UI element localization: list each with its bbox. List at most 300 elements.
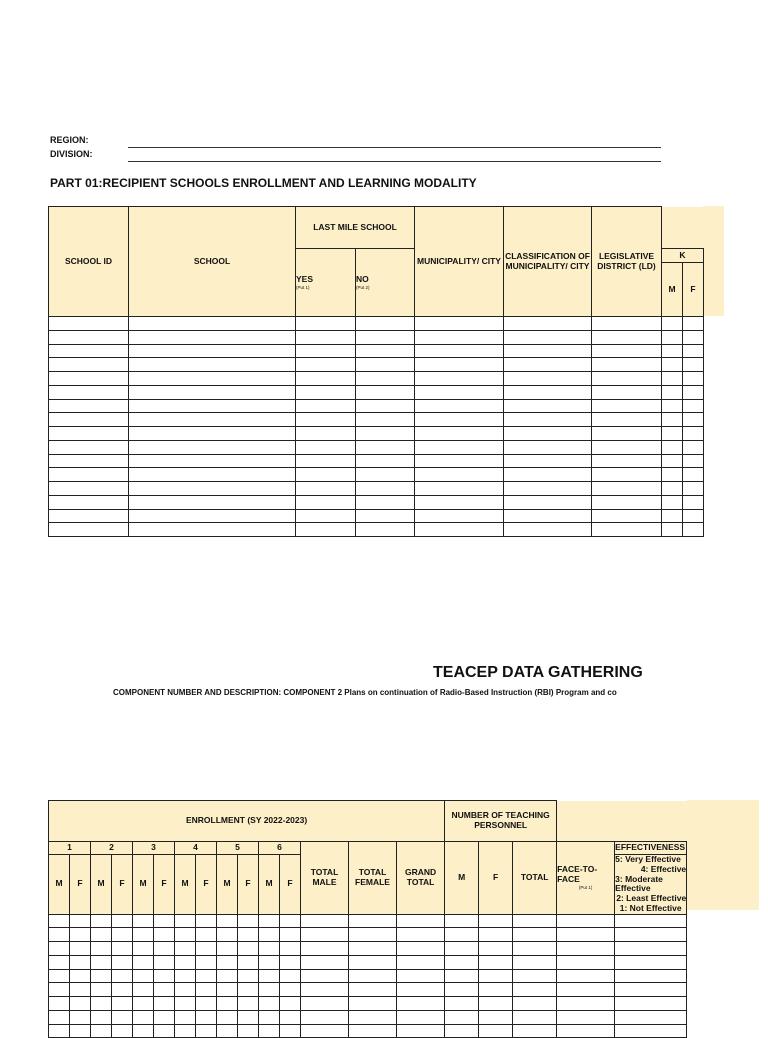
table-cell[interactable] [49,495,129,509]
table-cell[interactable] [356,454,415,468]
table-cell[interactable] [557,942,615,956]
table-cell[interactable] [49,928,70,942]
table-cell[interactable] [70,983,91,997]
table-cell[interactable] [112,997,133,1011]
table-cell[interactable] [683,468,704,482]
table-cell[interactable] [683,385,704,399]
table-cell[interactable] [349,914,397,928]
table-cell[interactable] [662,482,683,496]
table-cell[interactable] [683,372,704,386]
table-cell[interactable] [615,955,687,969]
table-cell[interactable] [513,983,557,997]
table-cell[interactable] [662,440,683,454]
table-cell[interactable] [592,482,662,496]
table-cell[interactable] [504,413,592,427]
table-cell[interactable] [445,955,479,969]
table-cell[interactable] [683,399,704,413]
table-cell[interactable] [592,440,662,454]
table-cell[interactable] [280,969,301,983]
table-cell[interactable] [70,955,91,969]
table-cell[interactable] [592,495,662,509]
table-cell[interactable] [504,454,592,468]
table-cell[interactable] [445,942,479,956]
table-cell[interactable] [662,358,683,372]
table-cell[interactable] [415,509,504,523]
table-cell[interactable] [683,317,704,331]
table-cell[interactable] [479,942,513,956]
table-cell[interactable] [196,997,217,1011]
table-cell[interactable] [479,928,513,942]
table-cell[interactable] [397,928,445,942]
table-cell[interactable] [217,955,238,969]
table-cell[interactable] [301,928,349,942]
table-cell[interactable] [49,1010,70,1024]
table-cell[interactable] [349,983,397,997]
table-cell[interactable] [129,440,296,454]
table-cell[interactable] [91,942,112,956]
table-cell[interactable] [415,385,504,399]
table-cell[interactable] [615,914,687,928]
table-cell[interactable] [445,969,479,983]
table-cell[interactable] [175,955,196,969]
table-cell[interactable] [280,1010,301,1024]
table-cell[interactable] [356,330,415,344]
table-cell[interactable] [217,997,238,1011]
table-cell[interactable] [296,358,356,372]
region-line[interactable] [128,147,661,148]
table-cell[interactable] [49,482,129,496]
table-cell[interactable] [592,427,662,441]
table-cell[interactable] [129,317,296,331]
table-cell[interactable] [513,955,557,969]
table-cell[interactable] [349,1024,397,1038]
table-cell[interactable] [259,928,280,942]
table-cell[interactable] [112,955,133,969]
table-cell[interactable] [49,330,129,344]
table-cell[interactable] [49,468,129,482]
table-cell[interactable] [296,372,356,386]
table-cell[interactable] [662,344,683,358]
table-cell[interactable] [129,413,296,427]
table-cell[interactable] [683,523,704,537]
table-cell[interactable] [662,468,683,482]
table-cell[interactable] [280,928,301,942]
table-cell[interactable] [592,454,662,468]
table-cell[interactable] [356,495,415,509]
table-cell[interactable] [504,440,592,454]
table-cell[interactable] [615,1010,687,1024]
table-cell[interactable] [349,1010,397,1024]
table-cell[interactable] [557,1024,615,1038]
table-cell[interactable] [196,1010,217,1024]
table-cell[interactable] [196,914,217,928]
table-cell[interactable] [504,344,592,358]
table-cell[interactable] [415,413,504,427]
table-cell[interactable] [49,358,129,372]
table-cell[interactable] [196,983,217,997]
table-cell[interactable] [683,482,704,496]
table-cell[interactable] [296,427,356,441]
table-cell[interactable] [49,385,129,399]
table-cell[interactable] [49,1024,70,1038]
table-cell[interactable] [415,358,504,372]
table-cell[interactable] [70,969,91,983]
table-cell[interactable] [238,1024,259,1038]
table-cell[interactable] [683,427,704,441]
table-cell[interactable] [129,344,296,358]
table-cell[interactable] [415,427,504,441]
table-cell[interactable] [504,468,592,482]
table-cell[interactable] [557,1010,615,1024]
table-cell[interactable] [70,1010,91,1024]
table-cell[interactable] [175,997,196,1011]
table-cell[interactable] [129,372,296,386]
table-cell[interactable] [133,942,154,956]
table-cell[interactable] [49,942,70,956]
table-cell[interactable] [112,914,133,928]
table-cell[interactable] [415,523,504,537]
table-cell[interactable] [196,1024,217,1038]
table-cell[interactable] [397,1024,445,1038]
table-cell[interactable] [259,914,280,928]
table-cell[interactable] [445,983,479,997]
table-cell[interactable] [238,928,259,942]
table-cell[interactable] [91,1024,112,1038]
table-cell[interactable] [349,969,397,983]
table-cell[interactable] [296,495,356,509]
table-cell[interactable] [296,399,356,413]
table-cell[interactable] [70,928,91,942]
table-cell[interactable] [112,942,133,956]
table-cell[interactable] [445,1010,479,1024]
table-cell[interactable] [259,955,280,969]
table-cell[interactable] [175,928,196,942]
table-cell[interactable] [217,983,238,997]
table-cell[interactable] [259,997,280,1011]
table-cell[interactable] [238,997,259,1011]
table-cell[interactable] [133,1024,154,1038]
table-cell[interactable] [196,928,217,942]
table-cell[interactable] [259,1010,280,1024]
table-cell[interactable] [397,914,445,928]
table-cell[interactable] [615,969,687,983]
table-cell[interactable] [662,372,683,386]
table-cell[interactable] [615,1024,687,1038]
table-cell[interactable] [296,468,356,482]
table-cell[interactable] [397,955,445,969]
table-cell[interactable] [129,330,296,344]
table-cell[interactable] [154,942,175,956]
table-cell[interactable] [557,983,615,997]
table-cell[interactable] [154,928,175,942]
table-cell[interactable] [296,317,356,331]
table-cell[interactable] [196,955,217,969]
table-cell[interactable] [259,1024,280,1038]
table-cell[interactable] [301,969,349,983]
table-cell[interactable] [415,372,504,386]
table-cell[interactable] [112,1024,133,1038]
table-cell[interactable] [504,385,592,399]
table-cell[interactable] [356,523,415,537]
table-cell[interactable] [415,454,504,468]
table-cell[interactable] [296,482,356,496]
table-cell[interactable] [154,1024,175,1038]
table-cell[interactable] [615,983,687,997]
table-cell[interactable] [445,1024,479,1038]
table-cell[interactable] [445,928,479,942]
table-cell[interactable] [592,509,662,523]
table-cell[interactable] [301,914,349,928]
table-cell[interactable] [356,372,415,386]
table-cell[interactable] [49,509,129,523]
table-cell[interactable] [91,955,112,969]
table-cell[interactable] [397,942,445,956]
table-cell[interactable] [356,358,415,372]
table-cell[interactable] [154,969,175,983]
table-cell[interactable] [49,955,70,969]
table-cell[interactable] [196,969,217,983]
table-cell[interactable] [70,997,91,1011]
table-cell[interactable] [592,399,662,413]
table-cell[interactable] [91,969,112,983]
table-cell[interactable] [356,344,415,358]
table-cell[interactable] [662,523,683,537]
table-cell[interactable] [217,969,238,983]
table-cell[interactable] [49,399,129,413]
table-cell[interactable] [513,1010,557,1024]
table-cell[interactable] [217,1024,238,1038]
table-cell[interactable] [129,523,296,537]
table-cell[interactable] [238,955,259,969]
table-cell[interactable] [296,330,356,344]
table-cell[interactable] [175,1010,196,1024]
table-cell[interactable] [154,983,175,997]
table-cell[interactable] [70,1024,91,1038]
table-cell[interactable] [49,454,129,468]
table-cell[interactable] [479,1010,513,1024]
table-cell[interactable] [133,1010,154,1024]
table-cell[interactable] [513,1024,557,1038]
table-cell[interactable] [356,385,415,399]
table-cell[interactable] [615,942,687,956]
table-cell[interactable] [397,969,445,983]
table-cell[interactable] [349,955,397,969]
table-cell[interactable] [683,440,704,454]
table-cell[interactable] [479,955,513,969]
table-cell[interactable] [683,495,704,509]
table-cell[interactable] [415,330,504,344]
table-cell[interactable] [592,385,662,399]
table-cell[interactable] [238,942,259,956]
table-cell[interactable] [49,372,129,386]
table-cell[interactable] [513,969,557,983]
table-cell[interactable] [615,997,687,1011]
table-cell[interactable] [356,509,415,523]
table-cell[interactable] [49,413,129,427]
table-cell[interactable] [356,413,415,427]
table-cell[interactable] [513,928,557,942]
table-cell[interactable] [49,440,129,454]
table-cell[interactable] [349,997,397,1011]
table-cell[interactable] [238,1010,259,1024]
table-cell[interactable] [175,969,196,983]
table-cell[interactable] [592,372,662,386]
table-cell[interactable] [175,983,196,997]
table-cell[interactable] [49,914,70,928]
table-cell[interactable] [592,344,662,358]
table-cell[interactable] [154,997,175,1011]
table-cell[interactable] [513,942,557,956]
table-cell[interactable] [133,969,154,983]
table-cell[interactable] [662,385,683,399]
table-cell[interactable] [301,1024,349,1038]
table-cell[interactable] [504,358,592,372]
table-cell[interactable] [296,523,356,537]
table-cell[interactable] [259,969,280,983]
table-cell[interactable] [280,955,301,969]
table-cell[interactable] [196,942,217,956]
table-cell[interactable] [296,509,356,523]
table-cell[interactable] [129,358,296,372]
table-cell[interactable] [557,969,615,983]
table-cell[interactable] [683,413,704,427]
table-cell[interactable] [662,399,683,413]
table-cell[interactable] [129,427,296,441]
table-cell[interactable] [133,928,154,942]
table-cell[interactable] [662,330,683,344]
table-cell[interactable] [49,344,129,358]
table-cell[interactable] [415,440,504,454]
table-cell[interactable] [504,372,592,386]
table-cell[interactable] [154,1010,175,1024]
table-cell[interactable] [415,344,504,358]
table-cell[interactable] [280,914,301,928]
table-cell[interactable] [592,317,662,331]
table-cell[interactable] [129,509,296,523]
table-cell[interactable] [356,482,415,496]
table-cell[interactable] [133,955,154,969]
table-cell[interactable] [129,468,296,482]
table-cell[interactable] [356,399,415,413]
table-cell[interactable] [112,983,133,997]
table-cell[interactable] [683,454,704,468]
table-cell[interactable] [662,495,683,509]
table-cell[interactable] [662,454,683,468]
table-cell[interactable] [133,997,154,1011]
table-cell[interactable] [683,358,704,372]
table-cell[interactable] [557,955,615,969]
table-cell[interactable] [280,1024,301,1038]
table-cell[interactable] [238,983,259,997]
table-cell[interactable] [592,358,662,372]
table-cell[interactable] [129,454,296,468]
table-cell[interactable] [504,482,592,496]
division-line[interactable] [128,161,661,162]
table-cell[interactable] [513,997,557,1011]
table-cell[interactable] [683,344,704,358]
table-cell[interactable] [217,942,238,956]
table-cell[interactable] [91,983,112,997]
table-cell[interactable] [479,1024,513,1038]
table-cell[interactable] [397,997,445,1011]
table-cell[interactable] [504,399,592,413]
table-cell[interactable] [70,914,91,928]
table-cell[interactable] [662,413,683,427]
table-cell[interactable] [112,928,133,942]
table-cell[interactable] [504,509,592,523]
table-cell[interactable] [356,440,415,454]
table-cell[interactable] [49,523,129,537]
table-cell[interactable] [479,983,513,997]
table-cell[interactable] [662,427,683,441]
table-cell[interactable] [356,427,415,441]
table-cell[interactable] [49,969,70,983]
table-cell[interactable] [445,914,479,928]
table-cell[interactable] [504,427,592,441]
table-cell[interactable] [301,997,349,1011]
table-cell[interactable] [557,914,615,928]
table-cell[interactable] [662,317,683,331]
table-cell[interactable] [592,413,662,427]
table-cell[interactable] [133,914,154,928]
table-cell[interactable] [154,914,175,928]
table-cell[interactable] [129,482,296,496]
table-cell[interactable] [280,997,301,1011]
table-cell[interactable] [70,942,91,956]
table-cell[interactable] [513,914,557,928]
table-cell[interactable] [129,495,296,509]
table-cell[interactable] [349,928,397,942]
table-cell[interactable] [296,440,356,454]
table-cell[interactable] [615,928,687,942]
table-cell[interactable] [175,1024,196,1038]
table-cell[interactable] [415,495,504,509]
table-cell[interactable] [415,317,504,331]
table-cell[interactable] [504,330,592,344]
table-cell[interactable] [238,914,259,928]
table-cell[interactable] [129,385,296,399]
table-cell[interactable] [280,983,301,997]
table-cell[interactable] [217,1010,238,1024]
table-cell[interactable] [49,997,70,1011]
table-cell[interactable] [504,523,592,537]
table-cell[interactable] [479,969,513,983]
table-cell[interactable] [504,495,592,509]
table-cell[interactable] [592,468,662,482]
table-cell[interactable] [296,385,356,399]
table-cell[interactable] [49,983,70,997]
table-cell[interactable] [154,955,175,969]
table-cell[interactable] [112,969,133,983]
table-cell[interactable] [415,399,504,413]
table-cell[interactable] [301,955,349,969]
table-cell[interactable] [91,928,112,942]
table-cell[interactable] [238,969,259,983]
table-cell[interactable] [133,983,154,997]
table-cell[interactable] [280,942,301,956]
table-cell[interactable] [91,997,112,1011]
table-cell[interactable] [296,454,356,468]
table-cell[interactable] [301,942,349,956]
table-cell[interactable] [349,942,397,956]
table-cell[interactable] [301,1010,349,1024]
table-cell[interactable] [356,317,415,331]
table-cell[interactable] [557,928,615,942]
table-cell[interactable] [129,399,296,413]
table-cell[interactable] [683,509,704,523]
table-cell[interactable] [91,914,112,928]
table-cell[interactable] [592,523,662,537]
